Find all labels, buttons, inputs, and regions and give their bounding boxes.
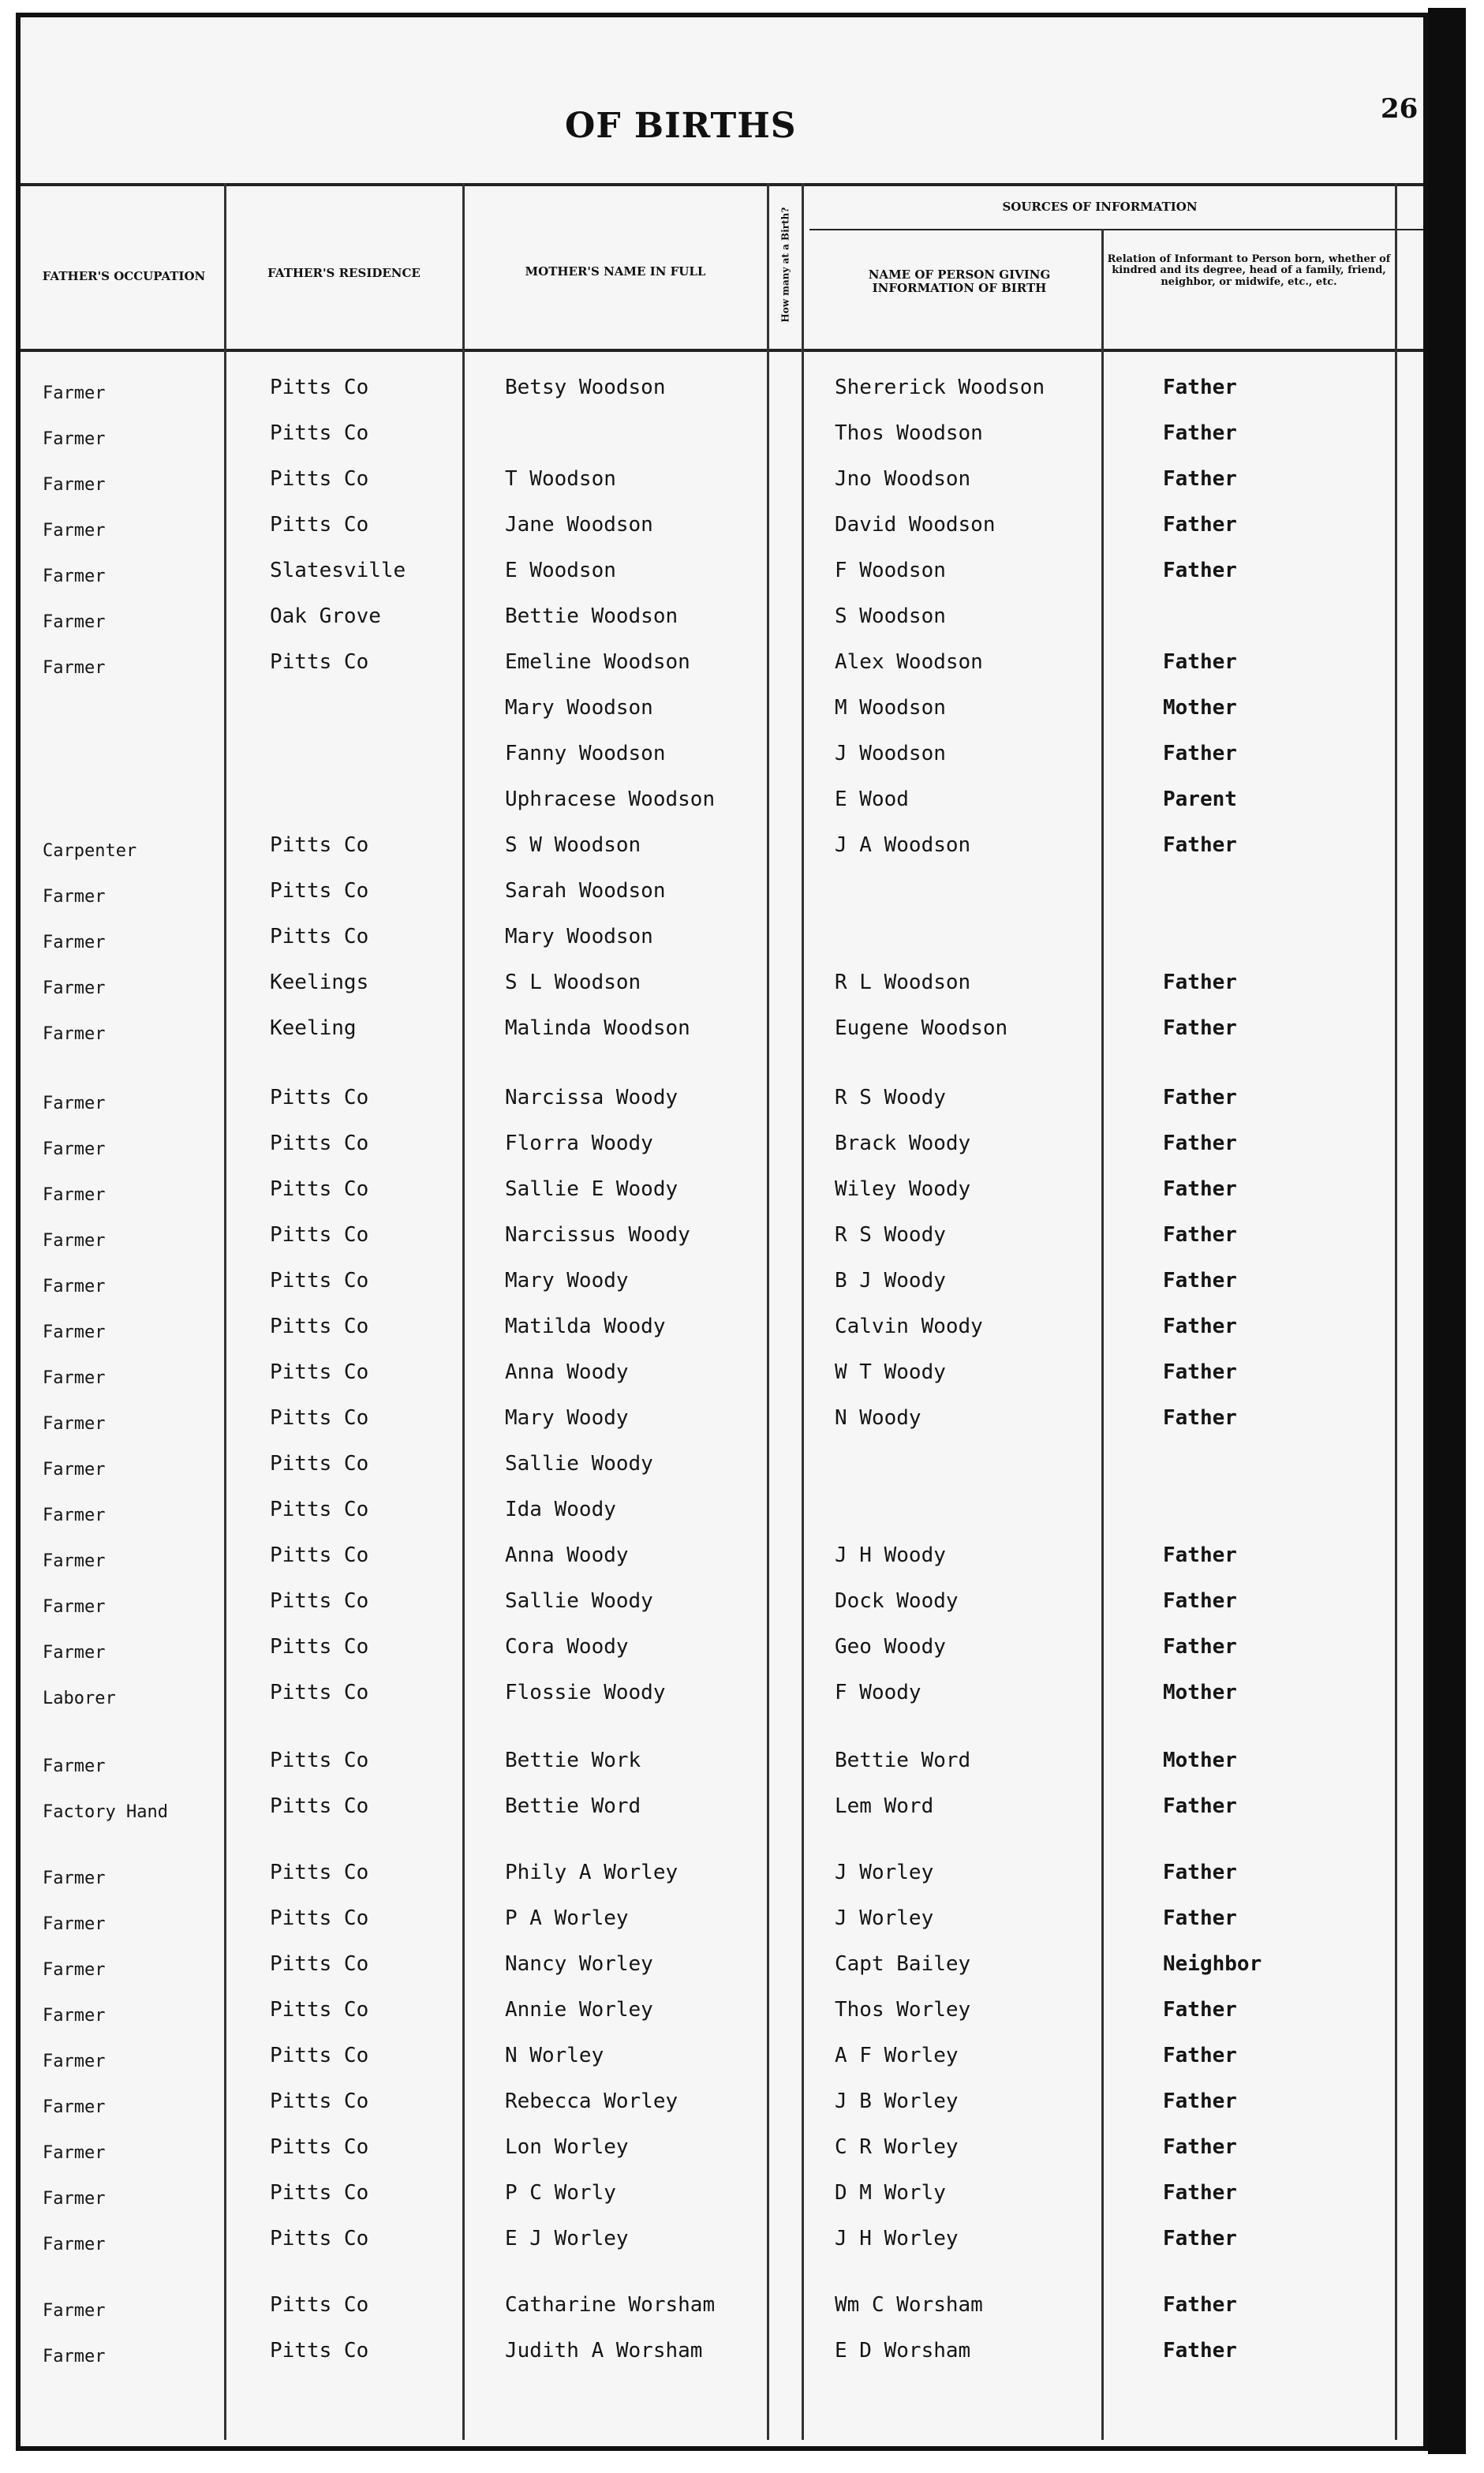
table-row <box>21 372 1433 418</box>
relation-cell: Father <box>1163 1589 1237 1613</box>
relation-cell: Father <box>1163 1086 1237 1109</box>
informant-cell: Alex Woodson <box>835 650 983 674</box>
mother-name-cell: Bettie Work <box>505 1749 641 1772</box>
mother-name-cell: Cora Woody <box>505 1635 629 1659</box>
relation-cell: Mother <box>1163 696 1237 720</box>
mother-name-cell: Sallie Woody <box>505 1589 653 1613</box>
mother-name-cell: P C Worly <box>505 2181 616 2205</box>
table-row <box>21 693 1433 739</box>
relation-cell: Father <box>1163 742 1237 765</box>
table-row <box>21 2178 1433 2224</box>
occupation-cell: Farmer <box>43 383 106 403</box>
informant-cell: J B Worley <box>835 2090 959 2113</box>
page-number: 26 <box>1381 93 1419 125</box>
occupation-cell: Farmer <box>43 2235 106 2254</box>
residence-cell: Keelings <box>270 971 369 994</box>
table-row <box>21 2086 1433 2132</box>
relation-cell: Father <box>1163 1016 1237 1040</box>
header-mother: MOTHER'S NAME IN FULL <box>525 264 706 279</box>
informant-cell: R S Woody <box>835 1086 946 1109</box>
residence-cell: Pitts Co <box>270 1086 369 1109</box>
occupation-cell: Farmer <box>43 1231 106 1251</box>
relation-cell: Neighbor <box>1163 1952 1262 1976</box>
occupation-cell: Farmer <box>43 475 106 495</box>
table-row <box>21 1632 1433 1678</box>
relation-cell: Father <box>1163 1794 1237 1818</box>
informant-cell: J H Woody <box>835 1543 946 1567</box>
residence-cell: Pitts Co <box>270 2227 369 2250</box>
residence-cell: Pitts Co <box>270 1794 369 1818</box>
table-row <box>21 876 1433 922</box>
informant-cell: Thos Worley <box>835 1998 971 2022</box>
relation-cell: Father <box>1163 1177 1237 1201</box>
mother-name-cell: Uphracese Woodson <box>505 788 716 811</box>
mother-name-cell: Sallie E Woody <box>505 1177 678 1201</box>
table-row <box>21 647 1433 693</box>
residence-cell: Pitts Co <box>270 1998 369 2022</box>
occupation-cell: Farmer <box>43 2143 106 2163</box>
informant-cell: Jno Woodson <box>835 467 971 491</box>
informant-cell: Calvin Woody <box>835 1315 983 1338</box>
informant-cell: Geo Woody <box>835 1635 946 1659</box>
mother-name-cell: Jane Woodson <box>505 513 653 537</box>
table-row <box>21 1495 1433 1540</box>
occupation-cell: Farmer <box>43 978 106 998</box>
table-row <box>21 1745 1433 1791</box>
relation-cell: Father <box>1163 1906 1237 1930</box>
residence-cell: Pitts Co <box>270 1749 369 1772</box>
residence-cell: Pitts Co <box>270 833 369 857</box>
table-row <box>21 784 1433 830</box>
mother-name-cell: Sarah Woodson <box>505 879 666 903</box>
residence-cell: Pitts Co <box>270 925 369 948</box>
mother-name-cell: Sallie Woody <box>505 1452 653 1476</box>
page-title: OF BIRTHS <box>565 106 797 146</box>
mother-name-cell: Betsy Woodson <box>505 376 666 399</box>
informant-cell: F Woody <box>835 1681 921 1704</box>
mother-name-cell: Catharine Worsham <box>505 2293 716 2317</box>
mother-name-cell: Flossie Woody <box>505 1681 666 1704</box>
mother-name-cell: Narcissus Woody <box>505 1223 690 1247</box>
relation-cell: Father <box>1163 1223 1237 1247</box>
informant-cell: Thos Woodson <box>835 421 983 445</box>
informant-cell: Dock Woody <box>835 1589 959 1613</box>
relation-cell: Father <box>1163 1406 1237 1430</box>
residence-cell: Pitts Co <box>270 1360 369 1384</box>
mother-name-cell: Anna Woody <box>505 1543 629 1567</box>
relation-cell: Father <box>1163 1269 1237 1293</box>
residence-cell: Pitts Co <box>270 421 369 445</box>
relation-cell: Mother <box>1163 1749 1237 1772</box>
sources-rule <box>809 229 1423 230</box>
mother-name-cell: Anna Woody <box>505 1360 629 1384</box>
occupation-cell: Farmer <box>43 1914 106 1934</box>
mother-name-cell: Narcissa Woody <box>505 1086 678 1109</box>
mother-name-cell: N Worley <box>505 2044 604 2067</box>
table-row <box>21 1586 1433 1632</box>
residence-cell: Pitts Co <box>270 1543 369 1567</box>
table-row <box>21 1678 1433 1723</box>
residence-cell: Pitts Co <box>270 1406 369 1430</box>
mother-name-cell: P A Worley <box>505 1906 629 1930</box>
relation-cell: Father <box>1163 971 1237 994</box>
residence-cell: Pitts Co <box>270 1589 369 1613</box>
informant-cell: Brack Woody <box>835 1132 971 1155</box>
header-sources: SOURCES OF INFORMATION <box>1002 200 1198 214</box>
relation-cell: Father <box>1163 1543 1237 1567</box>
residence-cell: Pitts Co <box>270 2181 369 2205</box>
header-how-many: How many at a Birth? <box>779 207 791 323</box>
occupation-cell: Farmer <box>43 612 106 632</box>
residence-cell: Pitts Co <box>270 1635 369 1659</box>
occupation-cell: Farmer <box>43 1757 106 1776</box>
residence-cell: Pitts Co <box>270 879 369 903</box>
table-row <box>21 1903 1433 1949</box>
table-row <box>21 1083 1433 1128</box>
occupation-cell: Farmer <box>43 658 106 678</box>
table-row <box>21 556 1433 601</box>
residence-cell: Pitts Co <box>270 467 369 491</box>
table-row <box>21 830 1433 876</box>
table-row <box>21 1791 1433 1837</box>
table-row <box>21 1128 1433 1174</box>
mother-name-cell: Judith A Worsham <box>505 2339 703 2363</box>
informant-cell: Shererick Woodson <box>835 376 1045 399</box>
mother-name-cell: Matilda Woody <box>505 1315 666 1338</box>
relation-cell: Father <box>1163 513 1237 537</box>
mother-name-cell: Nancy Worley <box>505 1952 653 1976</box>
informant-cell: W T Woody <box>835 1360 946 1384</box>
informant-cell: J Worley <box>835 1861 934 1884</box>
relation-cell: Mother <box>1163 1681 1237 1704</box>
occupation-cell: Farmer <box>43 2097 106 2117</box>
informant-cell: Wm C Worsham <box>835 2293 983 2317</box>
relation-cell: Father <box>1163 833 1237 857</box>
relation-cell: Father <box>1163 1861 1237 1884</box>
table-row <box>21 1449 1433 1495</box>
residence-cell: Pitts Co <box>270 2044 369 2067</box>
informant-cell: Wiley Woody <box>835 1177 971 1201</box>
informant-cell: Eugene Woodson <box>835 1016 1008 1040</box>
mother-name-cell: Lon Worley <box>505 2135 629 2159</box>
table-row <box>21 2041 1433 2086</box>
relation-cell: Father <box>1163 2135 1237 2159</box>
informant-cell: E D Worsham <box>835 2339 971 2363</box>
informant-cell: J A Woodson <box>835 833 971 857</box>
residence-cell: Pitts Co <box>270 1177 369 1201</box>
residence-cell: Pitts Co <box>270 1498 369 1521</box>
informant-cell: F Woodson <box>835 559 946 582</box>
occupation-cell: Farmer <box>43 2052 106 2071</box>
table-row <box>21 1311 1433 1357</box>
relation-cell: Father <box>1163 467 1237 491</box>
register-page <box>16 13 1428 2451</box>
header-occupation: FATHER'S OCCUPATION <box>42 269 206 283</box>
occupation-cell: Farmer <box>43 1506 106 1525</box>
informant-cell: David Woodson <box>835 513 996 537</box>
residence-cell: Pitts Co <box>270 376 369 399</box>
mother-name-cell: Annie Worley <box>505 1998 653 2022</box>
mother-name-cell: Bettie Word <box>505 1794 641 1818</box>
table-row <box>21 1858 1433 1903</box>
table-row <box>21 1174 1433 1220</box>
mother-name-cell: Florra Woody <box>505 1132 653 1155</box>
header-bottom-rule <box>21 349 1423 352</box>
relation-cell: Parent <box>1163 788 1237 811</box>
residence-cell: Pitts Co <box>270 1315 369 1338</box>
header-informant: NAME OF PERSON GIVING INFORMATION OF BIRTH <box>868 268 1051 295</box>
residence-cell: Pitts Co <box>270 1906 369 1930</box>
table-row <box>21 2224 1433 2269</box>
header-top-rule <box>21 183 1423 186</box>
relation-cell: Father <box>1163 559 1237 582</box>
header-residence: FATHER'S RESIDENCE <box>267 266 421 280</box>
table-row <box>21 1357 1433 1403</box>
table-row <box>21 1995 1433 2041</box>
mother-name-cell: S W Woodson <box>505 833 641 857</box>
informant-cell: M Woodson <box>835 696 946 720</box>
occupation-cell: Farmer <box>43 567 106 586</box>
occupation-cell: Farmer <box>43 1185 106 1205</box>
table-row <box>21 464 1433 510</box>
table-row <box>21 2132 1433 2178</box>
table-row <box>21 1540 1433 1586</box>
table-row <box>21 1403 1433 1449</box>
mother-name-cell: Mary Woodson <box>505 696 653 720</box>
occupation-cell: Factory Hand <box>43 1802 168 1822</box>
informant-cell: J H Worley <box>835 2227 959 2250</box>
informant-cell: R L Woodson <box>835 971 971 994</box>
relation-cell: Father <box>1163 1998 1237 2022</box>
occupation-cell: Farmer <box>43 1094 106 1113</box>
occupation-cell: Farmer <box>43 933 106 952</box>
relation-cell: Father <box>1163 2227 1237 2250</box>
residence-cell: Pitts Co <box>270 1861 369 1884</box>
relation-cell: Father <box>1163 1132 1237 1155</box>
residence-cell: Pitts Co <box>270 1952 369 1976</box>
occupation-cell: Carpenter <box>43 841 137 861</box>
mother-name-cell: T Woodson <box>505 467 616 491</box>
informant-cell: Bettie Word <box>835 1749 971 1772</box>
occupation-cell: Farmer <box>43 1277 106 1296</box>
table-row <box>21 1220 1433 1266</box>
occupation-cell: Farmer <box>43 1139 106 1159</box>
mother-name-cell: Emeline Woodson <box>505 650 690 674</box>
table-row <box>21 510 1433 556</box>
relation-cell: Father <box>1163 2293 1237 2317</box>
occupation-cell: Farmer <box>43 1643 106 1663</box>
occupation-cell: Farmer <box>43 1460 106 1480</box>
occupation-cell: Farmer <box>43 429 106 449</box>
residence-cell: Pitts Co <box>270 2339 369 2363</box>
residence-cell: Pitts Co <box>270 2293 369 2317</box>
occupation-cell: Farmer <box>43 887 106 907</box>
table-row <box>21 1949 1433 1995</box>
relation-cell: Father <box>1163 1635 1237 1659</box>
occupation-cell: Farmer <box>43 521 106 541</box>
mother-name-cell: E J Worley <box>505 2227 629 2250</box>
residence-cell: Pitts Co <box>270 1132 369 1155</box>
occupation-cell: Farmer <box>43 1414 106 1434</box>
page-edge-shadow <box>1428 8 1466 2454</box>
residence-cell: Pitts Co <box>270 2090 369 2113</box>
mother-name-cell: Mary Woody <box>505 1269 629 1293</box>
occupation-cell: Farmer <box>43 1869 106 1888</box>
table-row <box>21 2290 1433 2336</box>
relation-cell: Father <box>1163 421 1237 445</box>
mother-name-cell: Mary Woodson <box>505 925 653 948</box>
relation-cell: Father <box>1163 2090 1237 2113</box>
occupation-cell: Farmer <box>43 1368 106 1388</box>
occupation-cell: Farmer <box>43 2189 106 2209</box>
informant-cell: J Worley <box>835 1906 934 1930</box>
informant-cell: Lem Word <box>835 1794 934 1818</box>
relation-cell: Father <box>1163 2044 1237 2067</box>
occupation-cell: Laborer <box>43 1689 116 1708</box>
residence-cell: Keeling <box>270 1016 357 1040</box>
table-row <box>21 2336 1433 2381</box>
occupation-cell: Farmer <box>43 2347 106 2366</box>
occupation-cell: Farmer <box>43 1024 106 1044</box>
mother-name-cell: Malinda Woodson <box>505 1016 690 1040</box>
residence-cell: Pitts Co <box>270 1681 369 1704</box>
informant-cell: S Woodson <box>835 604 946 628</box>
occupation-cell: Farmer <box>43 2006 106 2026</box>
residence-cell: Pitts Co <box>270 650 369 674</box>
residence-cell: Pitts Co <box>270 2135 369 2159</box>
residence-cell: Oak Grove <box>270 604 381 628</box>
table-row <box>21 418 1433 464</box>
mother-name-cell: Rebecca Worley <box>505 2090 678 2113</box>
residence-cell: Pitts Co <box>270 1452 369 1476</box>
mother-name-cell: S L Woodson <box>505 971 641 994</box>
relation-cell: Father <box>1163 650 1237 674</box>
residence-cell: Pitts Co <box>270 1269 369 1293</box>
informant-cell: A F Worley <box>835 2044 959 2067</box>
informant-cell: D M Worly <box>835 2181 946 2205</box>
informant-cell: E Wood <box>835 788 909 811</box>
relation-cell: Father <box>1163 1360 1237 1384</box>
table-row <box>21 967 1433 1013</box>
residence-cell: Pitts Co <box>270 1223 369 1247</box>
mother-name-cell: Ida Woody <box>505 1498 616 1521</box>
relation-cell: Father <box>1163 2181 1237 2205</box>
informant-cell: J Woodson <box>835 742 946 765</box>
table-row <box>21 1013 1433 1059</box>
informant-cell: R S Woody <box>835 1223 946 1247</box>
occupation-cell: Farmer <box>43 1597 106 1617</box>
informant-cell: B J Woody <box>835 1269 946 1293</box>
table-row <box>21 922 1433 967</box>
relation-cell: Father <box>1163 1315 1237 1338</box>
occupation-cell: Farmer <box>43 1960 106 1980</box>
informant-cell: Capt Bailey <box>835 1952 971 1976</box>
relation-cell: Father <box>1163 376 1237 399</box>
table-row <box>21 739 1433 784</box>
mother-name-cell: Phily A Worley <box>505 1861 678 1884</box>
occupation-cell: Farmer <box>43 2301 106 2321</box>
mother-name-cell: Mary Woody <box>505 1406 629 1430</box>
header-relation: Relation of Informant to Person born, whether of kindred and its degree, head of a family, friend, neighbor, or midwife, etc., etc. <box>1107 253 1391 288</box>
occupation-cell: Farmer <box>43 1323 106 1342</box>
informant-cell: C R Worley <box>835 2135 959 2159</box>
table-row <box>21 1266 1433 1311</box>
residence-cell: Pitts Co <box>270 513 369 537</box>
mother-name-cell: Fanny Woodson <box>505 742 666 765</box>
mother-name-cell: Bettie Woodson <box>505 604 678 628</box>
informant-cell: N Woody <box>835 1406 921 1430</box>
table-row <box>21 601 1433 647</box>
residence-cell: Slatesville <box>270 559 406 582</box>
occupation-cell: Farmer <box>43 1551 106 1571</box>
relation-cell: Father <box>1163 2339 1237 2363</box>
mother-name-cell: E Woodson <box>505 559 616 582</box>
